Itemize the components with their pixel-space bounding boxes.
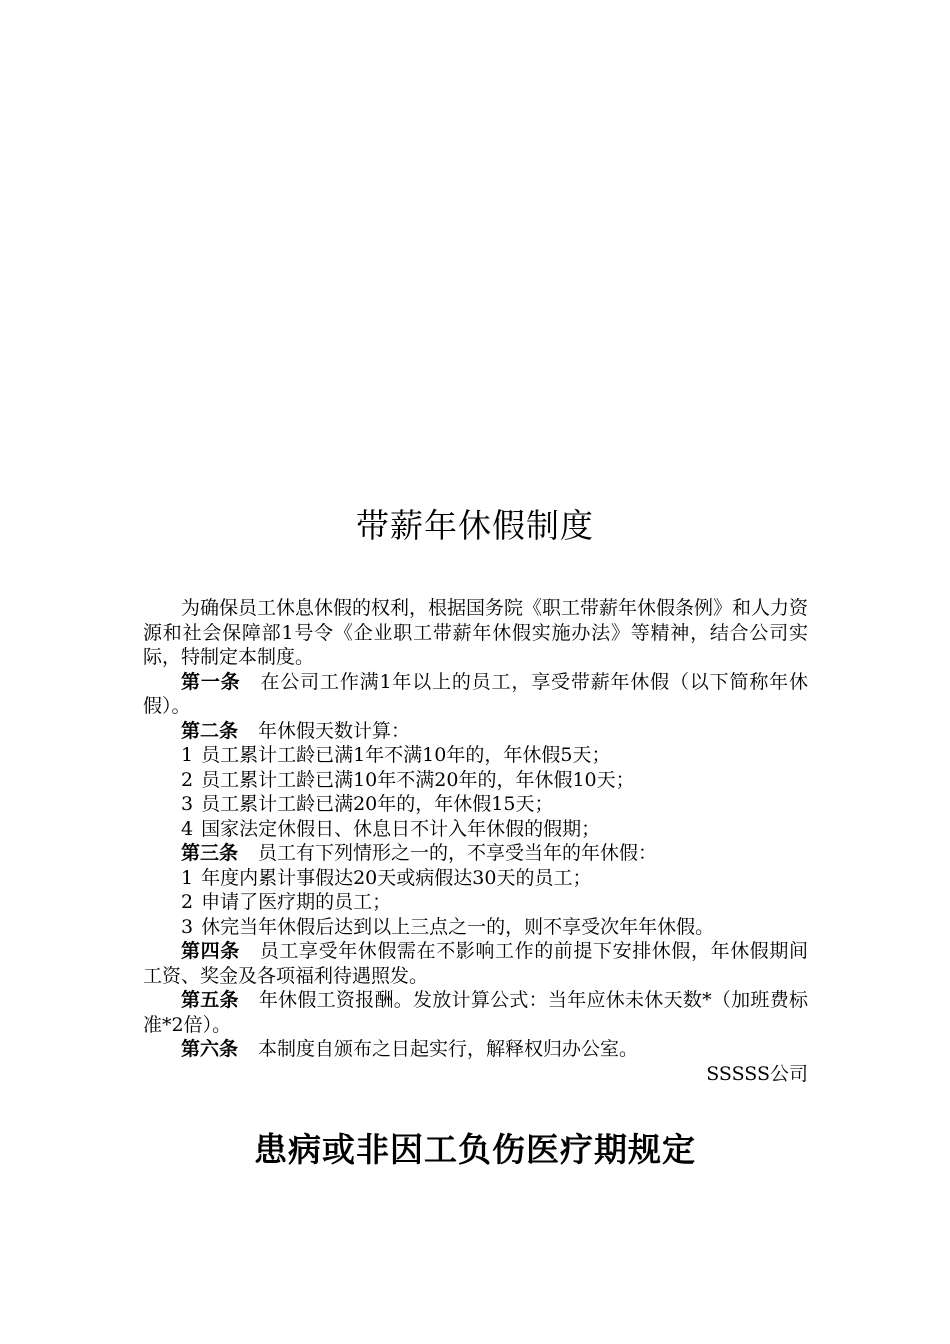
article-label: 第二条 (181, 719, 239, 742)
document-title: 带薪年休假制度 (356, 506, 594, 545)
list-item-number: 3 (181, 915, 194, 938)
list-item-number: 4 (181, 817, 194, 840)
list-item (143, 817, 808, 842)
article-2 (143, 719, 808, 744)
article-text: 在公司工作满1年以上的员工，享受带薪年休假（以下简称年休假）。 (143, 670, 808, 717)
list-item-number: 3 (181, 793, 194, 815)
list-item-text: 休完当年休假后达到以上三点之一的，则不享受次年年休假。 (201, 915, 715, 938)
article-label: 第四条 (181, 940, 240, 962)
article-5 (143, 988, 808, 1037)
intro-paragraph: 为确保员工休息休假的权利，根据国务院《职工带薪年休假条例》和人力资源和社会保障部1号令《企业职工带薪年休假实施办法》等精神，结合公司实际，特制定本制度。 (143, 597, 809, 668)
article-label: 第五条 (181, 989, 239, 1011)
list-item-text: 国家法定休假日、休息日不计入年休假的假期； (201, 817, 601, 840)
list-item-number: 2 (181, 891, 194, 913)
company-signature: SSSSS公司 (706, 1062, 808, 1085)
article-3 (143, 841, 808, 866)
list-item-number: 1 (181, 744, 194, 766)
article-text: 员工有下列情形之一的，不享受当年的年休假： (258, 842, 658, 864)
list-item-text: 员工累计工龄已满10年不满20年的，年休假10天； (201, 768, 635, 791)
list-item-text: 员工累计工龄已满20年的，年休假15天； (201, 793, 554, 815)
article-text: 本制度自颁布之日起实行，解释权归办公室。 (258, 1038, 639, 1060)
list-item (143, 792, 808, 817)
list-item-number: 1 (181, 866, 194, 889)
article-text: 年休假天数计算： (258, 719, 411, 742)
section-title: 患病或非因工负伤医疗期规定 (254, 1130, 696, 1169)
document-body (143, 596, 808, 1086)
list-item (143, 866, 808, 891)
list-item-number: 2 (181, 768, 194, 791)
list-item-text: 年度内累计事假达20天或病假达30天的员工； (201, 866, 592, 889)
list-item (143, 743, 808, 768)
list-item-text: 申请了医疗期的员工； (201, 891, 392, 913)
article-1 (143, 670, 808, 719)
list-item (143, 768, 808, 793)
list-item (143, 915, 808, 940)
article-text: 员工享受年休假需在不影响工作的前提下安排休假，年休假期间工资、奖金及各项福利待遇照发。 (143, 940, 808, 987)
article-6 (143, 1037, 808, 1062)
article-4 (143, 939, 808, 988)
list-item (143, 890, 808, 915)
article-label: 第一条 (181, 670, 241, 693)
article-text: 年休假工资报酬。发放计算公式：当年应休未休天数*（加班费标准*2倍）。 (143, 989, 808, 1036)
article-label: 第三条 (181, 842, 239, 864)
list-item-text: 员工累计工龄已满1年不满10年的，年休假5天； (201, 744, 611, 766)
article-label: 第六条 (181, 1038, 239, 1060)
